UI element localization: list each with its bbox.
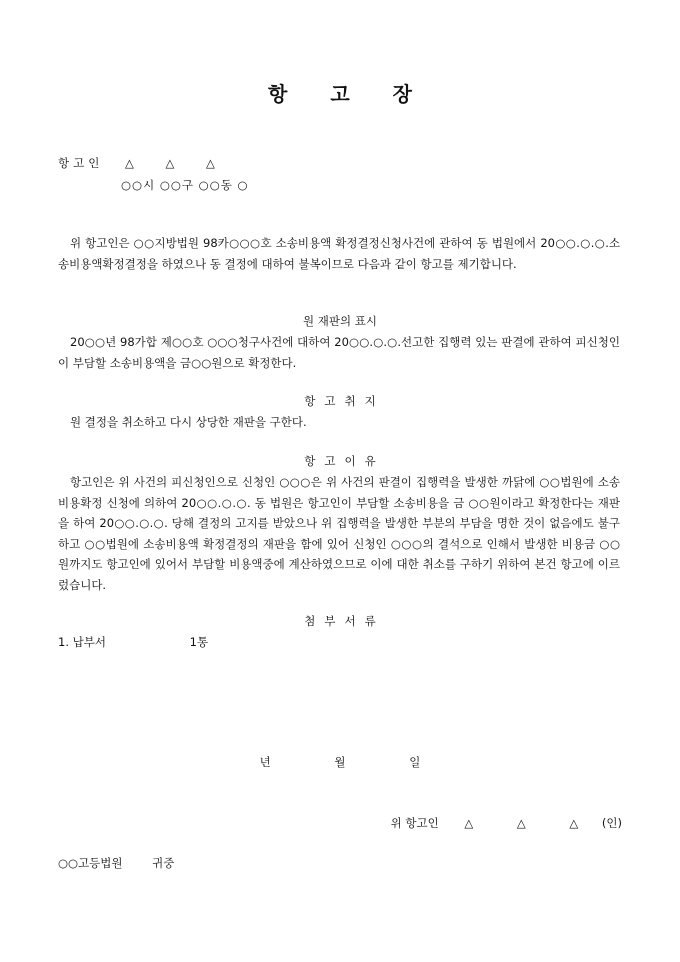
applicant-name: △ △ △ — [124, 156, 229, 170]
reasons-paragraph — [58, 472, 620, 595]
intro-text: 위 항고인은 ○○지방법원 98카○○○호 소송비용액 확정결정신청사건에 관하여 동 법원에서 20○○.○.○.소송비용액확정결정을 하였으나 동 결정에 대하여 불복이므로 다음과 같이 항고를 제기합니다. — [58, 236, 620, 271]
purpose-paragraph — [58, 412, 620, 433]
signature-block — [391, 815, 622, 831]
purpose-text: 원 결정을 취소하고 다시 상당한 재판을 구한다. — [70, 415, 307, 429]
signature-label: 위 항고인 — [390, 816, 439, 830]
attachment-label: 1. 납부서 — [58, 635, 106, 649]
intro-paragraph — [58, 233, 620, 274]
purpose-heading: 항고취지 — [304, 394, 385, 408]
document-date: 년 월 일 — [259, 755, 451, 769]
court-suffix: 귀중 — [152, 856, 175, 870]
attachments-heading: 첨부서류 — [304, 614, 385, 628]
original-ruling-text: 20○○년 98가합 제○○호 ○○○청구사건에 대하여 20○○.○.○.선고한 집행력 있는 판결에 관하여 피신청인이 부담할 소송비용액을 금○○원으로 확정한다. — [58, 335, 620, 370]
attachment-item — [58, 634, 208, 650]
original-ruling-heading: 원 재판의 표시 — [303, 314, 377, 328]
applicant-address: ○○시 ○○구 ○○동 ○ — [121, 178, 249, 192]
attachment-count: 1통 — [189, 635, 209, 649]
court-addressee — [58, 855, 174, 871]
signature-name: △ △ △ — [464, 816, 599, 830]
signature-seal: (인) — [601, 816, 622, 830]
reasons-text: 항고인은 위 사건의 피신청인으로 신청인 ○○○은 위 사건의 판결이 집행력을 발생한 까닭에 ○○법원에 소송비용확정 신청에 의하여 20○○.○.○. 동 법원은 항고인이 부담할 소송비용을 금 ○○원이라고 확정한다는 재판을 하여 20○○.○.○. 당해 결정의 고지를 받았으나 위 집행력을 발생한 부분의 부담을 명한 것이 없음에도 불구하고 ○○법원에 소송비용액 확정결정의 재판을 함에 있어 신청인 ○○○의 결석으로 인해서 발생한 비용금 ○○원까지도 항고인에 있어서 부담할 비용액중에 계산하였으므로 이에 대한 취소를 구하기 위하여 본건 항고에 이르렀습니다. — [58, 475, 620, 592]
court-name: ○○고등법원 — [58, 856, 123, 870]
applicant-label: 항고인 — [58, 156, 104, 170]
document-title: 항 고 장 — [268, 82, 430, 106]
reasons-heading: 항고이유 — [304, 454, 385, 468]
applicant-block — [58, 152, 249, 196]
original-ruling-paragraph — [58, 332, 620, 373]
